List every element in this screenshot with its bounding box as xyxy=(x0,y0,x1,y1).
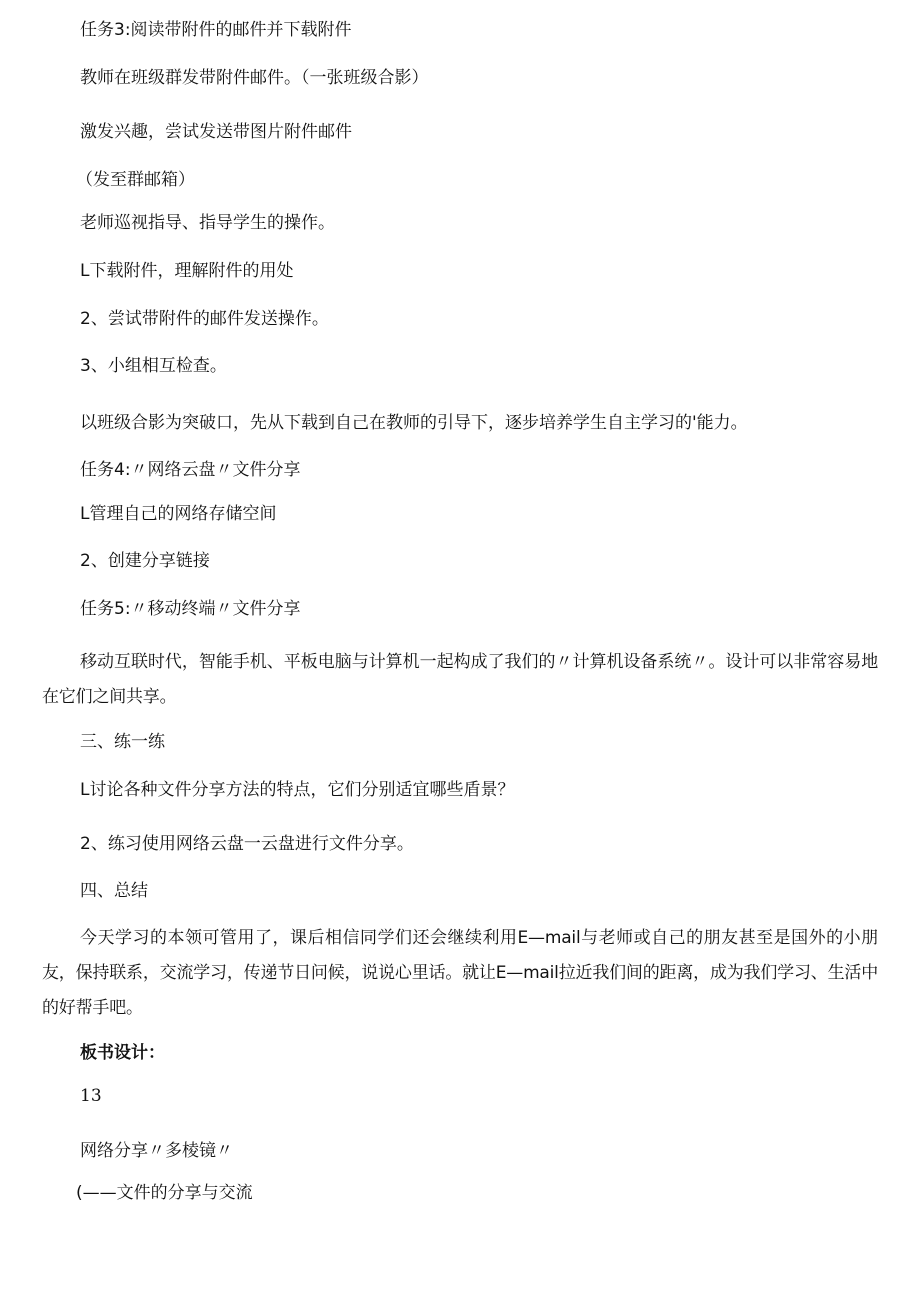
check-item: 3、小组相互检查。 xyxy=(80,356,227,376)
download-item: L下载附件，理解附件的用处 xyxy=(80,261,294,281)
task3-heading: 任务3:阅读带附件的邮件并下载附件 xyxy=(80,20,352,40)
task5-heading: 任务5:〃移动终端〃文件分享 xyxy=(80,599,301,619)
mobile-paragraph: 移动互联时代，智能手机、平板电脑与计算机一起构成了我们的〃计算机设备系统〃。设计可以非常容易地在它们之间共享。 xyxy=(42,652,878,707)
breakthrough-line: 以班级合影为突破口，先从下载到自己在教师的引导下，逐步培养学生自主学习的'能力。 xyxy=(80,413,748,433)
teacher-guide-line: 老师巡视指导、指导学生的操作。 xyxy=(80,213,335,233)
manage-storage-item: L管理自己的网络存储空间 xyxy=(80,504,277,524)
page-number: 13 xyxy=(80,1086,102,1106)
task4-heading: 任务4:〃网络云盘〃文件分享 xyxy=(80,460,301,480)
create-link-item: 2、创建分享链接 xyxy=(80,551,210,571)
group-mailbox-line: （发至群邮箱） xyxy=(76,170,195,190)
send-item: 2、尝试带附件的邮件发送操作。 xyxy=(80,309,329,329)
section4-heading: 四、总结 xyxy=(80,881,148,901)
practice-item: 2、练习使用网络云盘一云盘进行文件分享。 xyxy=(80,834,414,854)
teacher-send-line: 教师在班级群发带附件邮件。（一张班级合影） xyxy=(80,68,429,88)
section3-heading: 三、练一练 xyxy=(80,732,165,752)
interest-line: 激发兴趣，尝试发送带图片附件邮件 xyxy=(80,122,352,142)
board-title: 网络分享〃多棱镜〃 xyxy=(80,1141,233,1161)
board-design-heading: 板书设计： xyxy=(80,1043,165,1063)
summary-paragraph: 今天学习的本领可管用了，课后相信同学们还会继续利用E—mail与老师或自己的朋友甚至是国外的小朋友，保持联系，交流学习，传递节日问候，说说心里话。就让E—mail拉近我们间的距离，成为我们学习、生活中的好帮手吧。 xyxy=(42,928,878,1018)
board-subtitle: (——文件的分享与交流 xyxy=(76,1183,253,1203)
discuss-item: L讨论各种文件分享方法的特点，它们分别适宜哪些盾景？ xyxy=(80,780,515,800)
